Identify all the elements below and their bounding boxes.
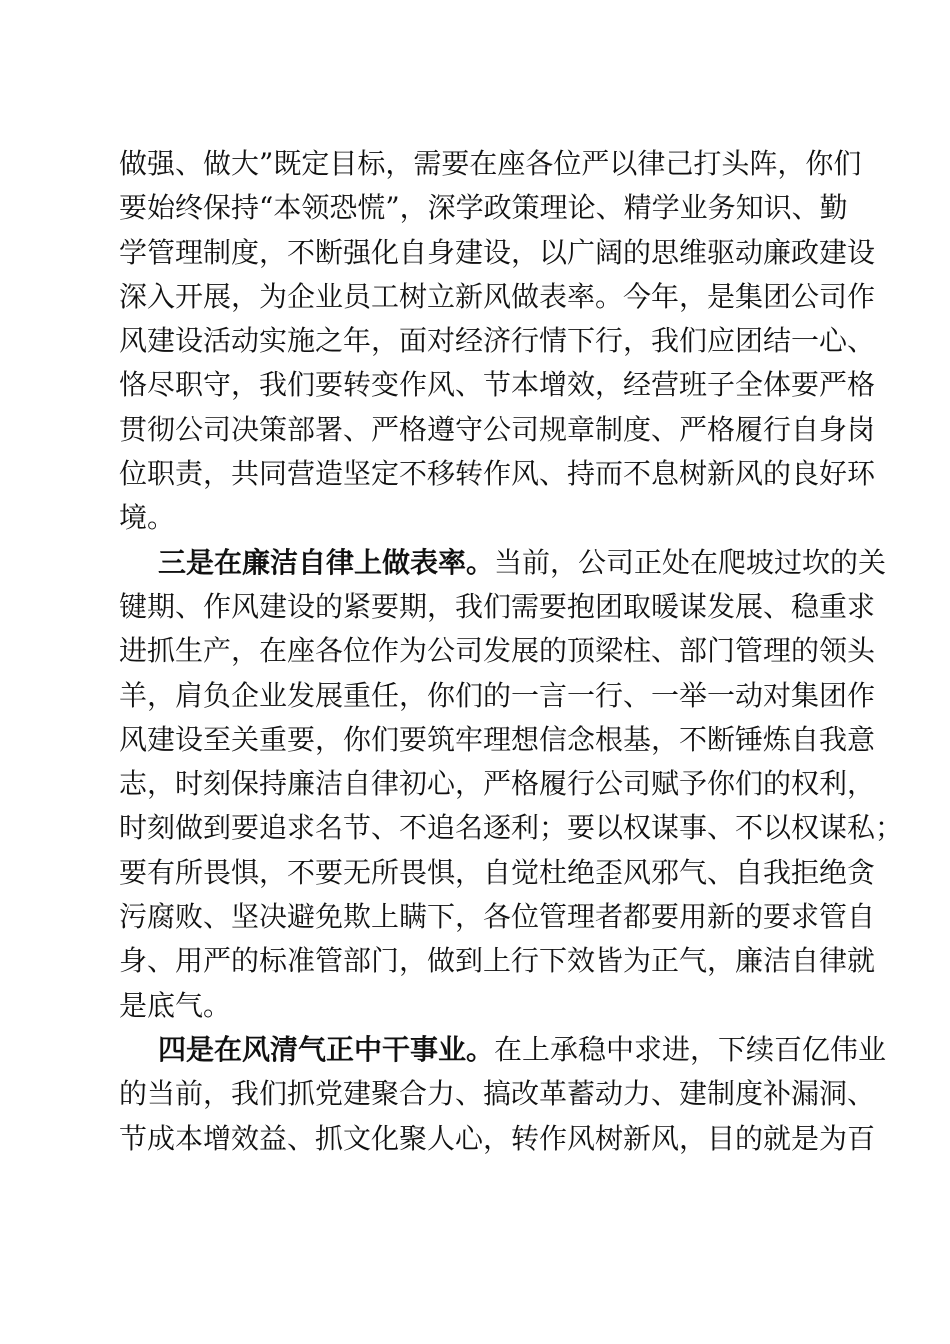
text-line: 恪尽职守，我们要转变作风、节本增效，经营班子全体要严格: [119, 368, 876, 402]
text-line: 学管理制度，不断强化自身建设，以广阔的思维驱动廉政建设: [119, 235, 876, 269]
section-heading: 三是在廉洁自律上做表率。: [158, 545, 495, 579]
text-line: 键期、作风建设的紧要期，我们需要抱团取暖谋发展、稳重求: [119, 589, 876, 623]
text-line: [119, 541, 887, 585]
text-line: 位职责，共同营造坚定不移转作风、持而不息树新风的良好环: [119, 457, 876, 491]
section-heading: 四是在风清气正中干事业。: [158, 1032, 495, 1066]
text-line: 的当前，我们抓党建聚合力、搞改革蓄动力、建制度补漏洞、: [119, 1077, 876, 1111]
text-line: 身、用严的标准管部门，做到上行下效皆为正气，廉洁自律就: [119, 944, 876, 978]
text-line: 要始终保持“本领恐慌”，深学政策理论、精学业务知识、勤: [119, 191, 848, 225]
paragraph: [119, 1028, 887, 1161]
paragraph: [119, 142, 876, 541]
text-line: [119, 1028, 887, 1072]
text-line: 志，时刻保持廉洁自律初心，严格履行公司赋予你们的权利，: [119, 767, 876, 801]
text-line: 时刻做到要追求名节、不追名逐利；要以权谋事、不以权谋私；: [119, 811, 904, 845]
text-line: 深入开展，为企业员工树立新风做表率。今年，是集团公司作: [119, 279, 876, 313]
text-line: 贯彻公司决策部署、严格遵守公司规章制度、严格履行自身岗: [119, 412, 876, 446]
text-line: 要有所畏惧，不要无所畏惧，自觉杜绝歪风邪气、自我拒绝贪: [119, 855, 876, 889]
text-run: 在上承稳中求进，下续百亿伟业: [494, 1032, 887, 1066]
text-line: 进抓生产，在座各位作为公司发展的顶梁柱、部门管理的领头: [119, 634, 876, 668]
text-line: 做强、做大”既定目标，需要在座各位严以律己打头阵，你们: [119, 147, 862, 180]
text-line: 境。: [119, 501, 176, 535]
text-line: 羊，肩负企业发展重任，你们的一言一行、一举一动对集团作: [119, 678, 876, 712]
document-body: [119, 142, 904, 1161]
text-line: 节成本增效益、抓文化聚人心，转作风树新风，目的就是为百: [119, 1121, 876, 1155]
paragraph: [119, 541, 904, 1028]
text-run: 当前，公司正处在爬坡过坎的关: [494, 545, 887, 579]
text-line: 污腐败、坚决避免欺上瞒下，各位管理者都要用新的要求管自: [119, 900, 876, 934]
text-line: 是底气。: [119, 988, 232, 1022]
text-line: 风建设活动实施之年，面对经济行情下行，我们应团结一心、: [119, 324, 876, 358]
text-line: 风建设至关重要，你们要筑牢理想信念根基，不断锤炼自我意: [119, 722, 876, 756]
